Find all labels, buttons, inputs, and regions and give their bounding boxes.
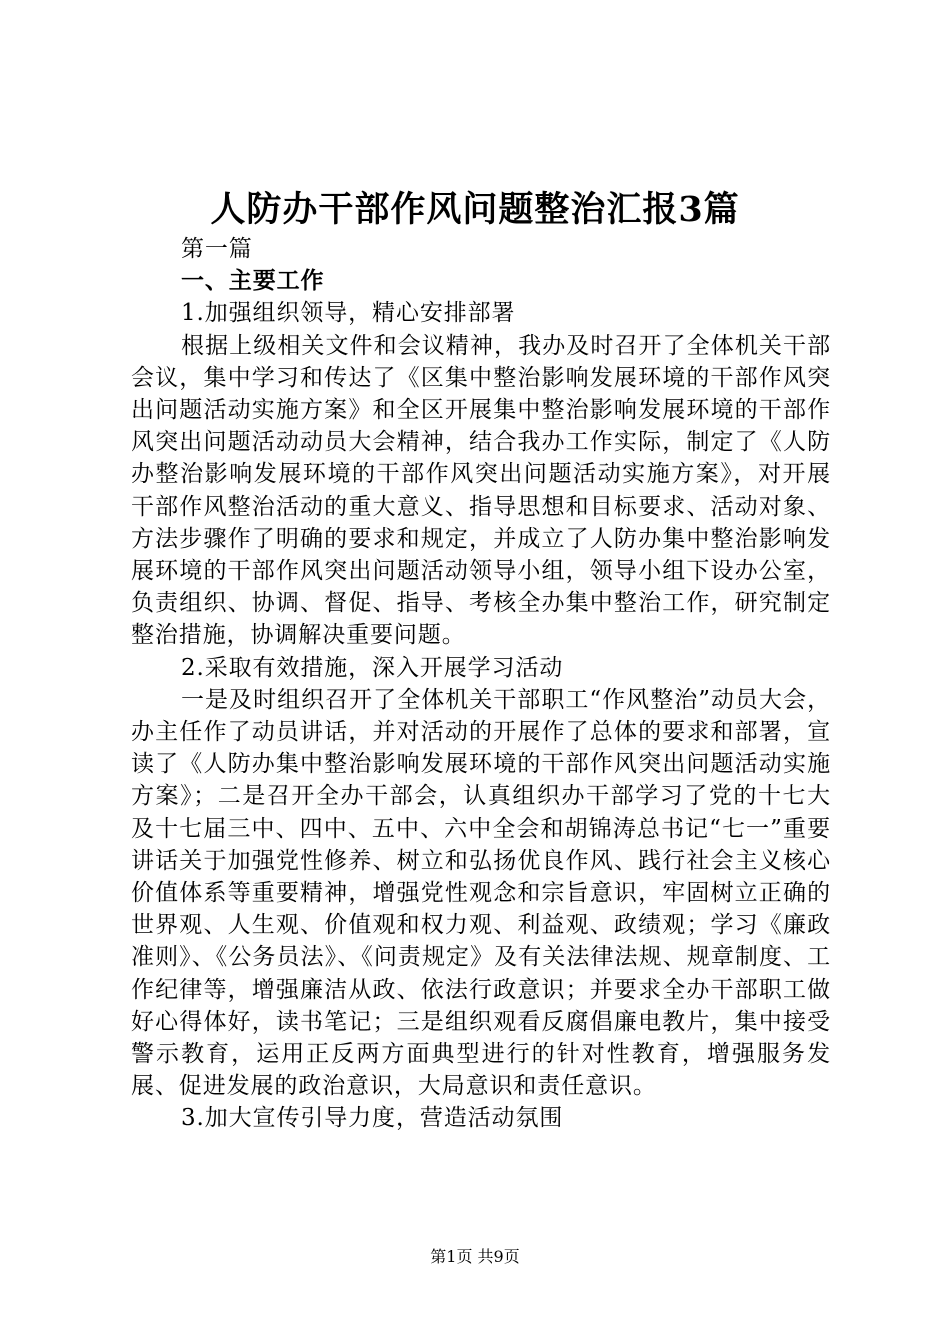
document-body — [131, 233, 831, 1135]
subheading-3: 3.加大宣传引导力度，营造活动氛围 — [181, 1105, 564, 1132]
section-label: 第一篇 — [181, 236, 253, 262]
page-footer: 第1页 共9页 — [430, 1247, 520, 1266]
subheading-2: 2.采取有效措施，深入开展学习活动 — [181, 654, 564, 681]
subheading-1: 1.加强组织领导，精心安排部署 — [181, 300, 516, 327]
section-heading: 一、主要工作 — [181, 268, 325, 295]
document-title: 人防办干部作风问题整治汇报3篇 — [210, 189, 740, 230]
paragraph-2: 一是及时组织召开了全体机关干部职工“作风整治”动员大会，办主任作了动员讲话，并对活动的开展作了总体的要求和部署，宣读了《人防办集中整治影响发展环境的干部作风突出问题活动实施方案》；二是召开全办干部会，认真组织办干部学习了党的十七大及十七届三中、四中、五中、六中全会和胡锦涛总书记“七一”重要讲话关于加强党性修养、树立和弘扬优良作风、践行社会主义核心价值体系等重要精神，增强党性观念和宗旨意识，牢固树立正确的世界观、人生观、价值观和权力观、利益观、政绩观；学习《廉政准则》、《公务员法》、《问责规定》及有关法律法规、规章制度、工作纪律等，增强廉洁从政、依法行政意识；并要求全办干部职工做好心得体好，读书笔记；三是组织观看反腐倡廉电教片，集中接受警示教育，运用正反两方面典型进行的针对性教育，增强服务发展、促进发展的政治意识，大局意识和责任意识。 — [131, 686, 831, 1100]
paragraph-1: 根据上级相关文件和会议精神，我办及时召开了全体机关干部会议，集中学习和传达了《区集中整治影响发展环境的干部作风突出问题活动实施方案》和全区开展集中整治影响发展环境的干部作风突出问题活动动员大会精神，结合我办工作实际，制定了《人防办整治影响发展环境的干部作风突出问题活动实施方案》，对开展干部作风整治活动的重大意义、指导思想和目标要求、活动对象、方法步骤作了明确的要求和规定，并成立了人防办集中整治影响发展环境的干部作风突出问题活动领导小组，领导小组下设办公室，负责组织、协调、督促、指导、考核全办集中整治工作，研究制定整治措施，协调解决重要问题。 — [131, 332, 831, 649]
